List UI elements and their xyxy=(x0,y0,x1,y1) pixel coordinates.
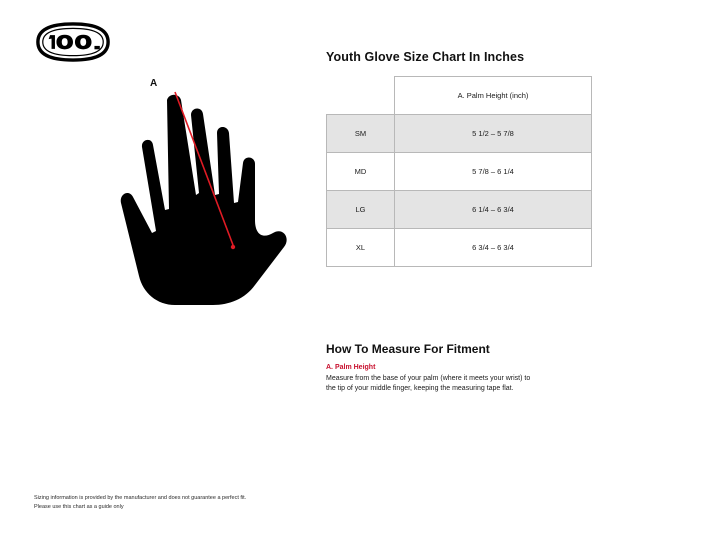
footer-line-1: Sizing information is provided by the manufacturer and does not guarantee a perfect fit. xyxy=(34,495,247,502)
size-chart-section xyxy=(326,50,591,267)
brand-logo xyxy=(34,22,112,62)
table-header-blank xyxy=(327,77,395,115)
table-header-row xyxy=(327,77,592,115)
table-row xyxy=(327,115,592,153)
table-row xyxy=(327,229,592,267)
cell-palm-height: 6 3/4 – 6 3/4 xyxy=(395,229,592,267)
cell-palm-height: 5 7/8 – 6 1/4 xyxy=(395,153,592,191)
cell-palm-height: 6 1/4 – 6 3/4 xyxy=(395,191,592,229)
footer-line-2: Please use this chart as a guide only xyxy=(34,504,124,511)
footer-disclaimer xyxy=(34,494,334,512)
table-row xyxy=(327,191,592,229)
cell-size: XL xyxy=(327,229,395,267)
how-to-measure-body: Measure from the base of your palm (where it meets your wrist) to the tip of your middle finger, keeping the measuring tape flat. xyxy=(326,375,531,393)
table-row xyxy=(327,153,592,191)
how-to-measure-subtitle: A. Palm Height xyxy=(326,364,376,371)
how-to-measure-section xyxy=(326,342,536,394)
cell-size: SM xyxy=(327,115,395,153)
cell-size: LG xyxy=(327,191,395,229)
palm-height-callout-label: A xyxy=(150,78,158,89)
cell-size: MD xyxy=(327,153,395,191)
how-to-measure-title: How To Measure For Fitment xyxy=(326,342,490,356)
table-header-palm-height: A. Palm Height (inch) xyxy=(395,77,592,115)
hand-illustration xyxy=(95,75,310,305)
size-chart-table xyxy=(326,76,592,267)
page-title: Youth Glove Size Chart In Inches xyxy=(326,50,525,64)
cell-palm-height: 5 1/2 – 5 7/8 xyxy=(395,115,592,153)
